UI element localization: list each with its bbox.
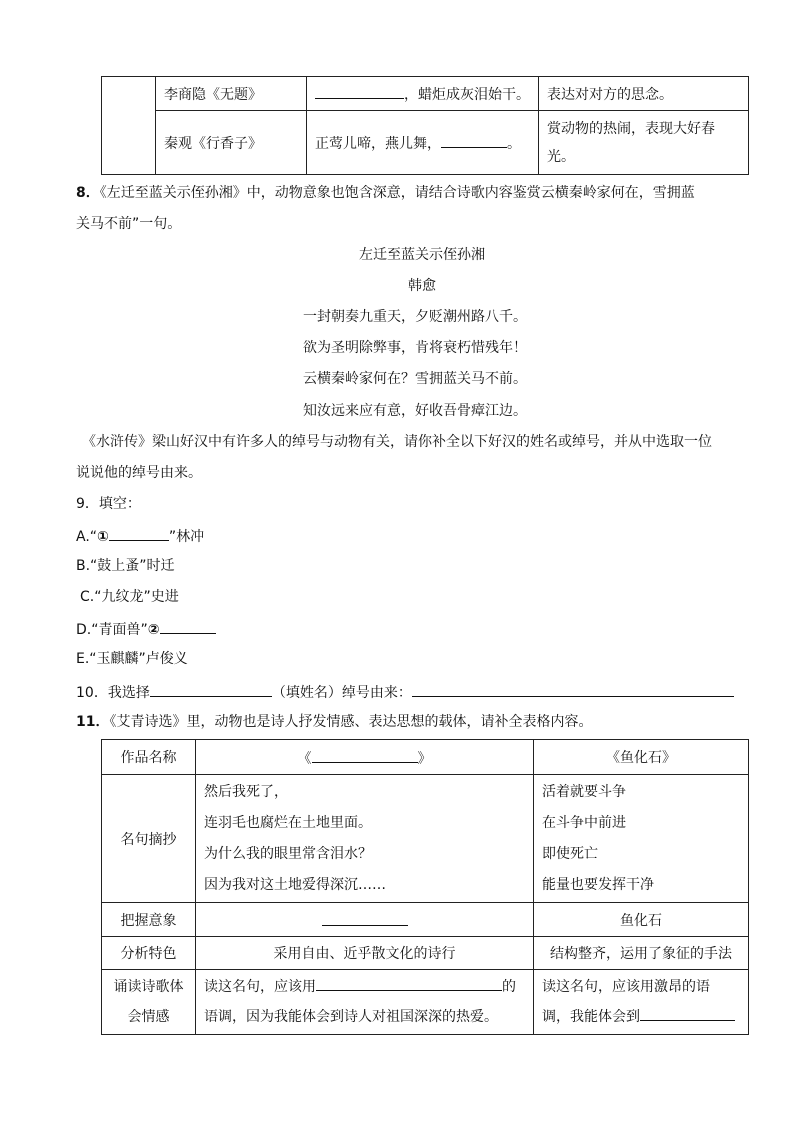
q9-option-b: B.“鼓上蚤”时迁: [76, 558, 175, 574]
col2-imagery: 鱼化石: [534, 903, 749, 937]
q8-text-line1: 8．《左迁至蓝关示侄孙湘》中，动物意象也饱含深意，请结合诗歌内容鉴赏云横秦岭家何在，雪拥蓝: [76, 185, 695, 201]
fill-line-cell: 正莺儿啼，燕儿舞， 。: [307, 111, 539, 175]
col1-reading: 读这名句，应该用 的 语调，因为我能体会到诗人对祖国深深的热爱。: [196, 970, 534, 1035]
quote-label: 名句摘抄: [102, 775, 196, 903]
col1-title-cell: 《 》: [196, 740, 534, 775]
imagery-blank[interactable]: [322, 910, 408, 926]
quote-line: 为什么我的眼里常含泪水？: [204, 845, 372, 862]
q8-text-line2: 关马不前”一句。: [76, 216, 182, 232]
aiqing-poem-table: [101, 739, 749, 1035]
imagery-label: 把握意象: [102, 903, 196, 937]
quote-line: 然后我死了，: [204, 783, 288, 800]
answer-blank[interactable]: [315, 83, 404, 99]
reason-blank[interactable]: [412, 681, 734, 697]
q11-text: 11．《艾青诗选》里，动物也是诗人抒发情感、表达思想的载体，请补全表格内容。: [76, 714, 593, 730]
meaning-cell: 表达对对方的思念。: [539, 77, 749, 111]
quote-line: 在斗争中前进: [542, 814, 626, 831]
poem-line: 一封朝奏九重天，夕贬潮州路八千。: [303, 309, 527, 325]
feature-label: 分析特色: [102, 937, 196, 970]
answer-blank[interactable]: [109, 525, 169, 541]
poem-author: 韩愈: [408, 278, 436, 294]
reading-label: 诵读诗歌体 会情感: [102, 970, 196, 1035]
poem-line: 欲为圣明除弊事，肯将衰朽惜残年！: [303, 340, 527, 356]
top-poem-table: [101, 76, 749, 175]
poem-title: 左迁至蓝关示侄孙湘: [359, 247, 485, 263]
col1-feature: 采用自由、近乎散文化的诗行: [196, 937, 534, 970]
q9-option-a: A.“① ”林冲: [76, 525, 204, 547]
col2-reading: 读这名句，应该用激昂的语 调，我能体会到: [534, 970, 749, 1035]
table-empty-cell: [102, 77, 156, 175]
circle-number: ①: [97, 529, 109, 545]
fill-line-cell: ，蜡炬成灰泪始干。: [307, 77, 539, 111]
col2-feature: 结构整齐，运用了象征的手法: [534, 937, 749, 970]
quote-line: 连羽毛也腐烂在土地里面。: [204, 814, 372, 831]
tone-blank[interactable]: [316, 975, 502, 991]
q9-option-e: E.“玉麒麟”卢俊义: [76, 651, 188, 667]
col1-imagery-cell: [196, 903, 534, 937]
feeling-blank[interactable]: [640, 1005, 735, 1021]
header-label: 作品名称: [102, 740, 196, 775]
shuihu-intro-line2: 说说他的绰号由来。: [76, 465, 202, 481]
poem-line: 知汝远来应有意，好收吾骨瘴江边。: [303, 403, 527, 419]
poem-cell: 秦观《行香子》: [156, 111, 307, 175]
answer-blank[interactable]: [160, 618, 216, 634]
q10-line: 10．我选择 （填姓名）绰号由来：: [76, 681, 734, 703]
poem-cell: 李商隐《无题》: [156, 77, 307, 111]
title-blank[interactable]: [312, 747, 418, 763]
col2-title: 《鱼化石》: [534, 740, 749, 775]
circle-number: ②: [147, 622, 160, 638]
shuihu-intro-line1: 《水浒传》梁山好汉中有许多人的绰号与动物有关，请你补全以下好汉的姓名或绰号，并从中选取一位: [82, 434, 712, 450]
col1-quotes: [196, 775, 534, 903]
q9-label: 9．填空：: [76, 496, 141, 512]
quote-line: 活着就要斗争: [542, 783, 626, 800]
poem-line: 云横秦岭家何在？雪拥蓝关马不前。: [303, 371, 527, 387]
quote-line: 因为我对这土地爱得深沉……: [204, 876, 386, 893]
quote-line: 能量也要发挥干净: [542, 876, 654, 893]
q9-option-c: C.“九纹龙”史进: [80, 589, 179, 605]
q9-option-d: D.“青面兽”②: [76, 618, 216, 640]
answer-blank[interactable]: [441, 132, 507, 148]
col2-quotes: [534, 775, 749, 903]
meaning-cell: 赏动物的热闹，表现大好春 光。: [539, 111, 749, 175]
name-blank[interactable]: [150, 681, 272, 697]
quote-line: 即使死亡: [542, 845, 598, 862]
